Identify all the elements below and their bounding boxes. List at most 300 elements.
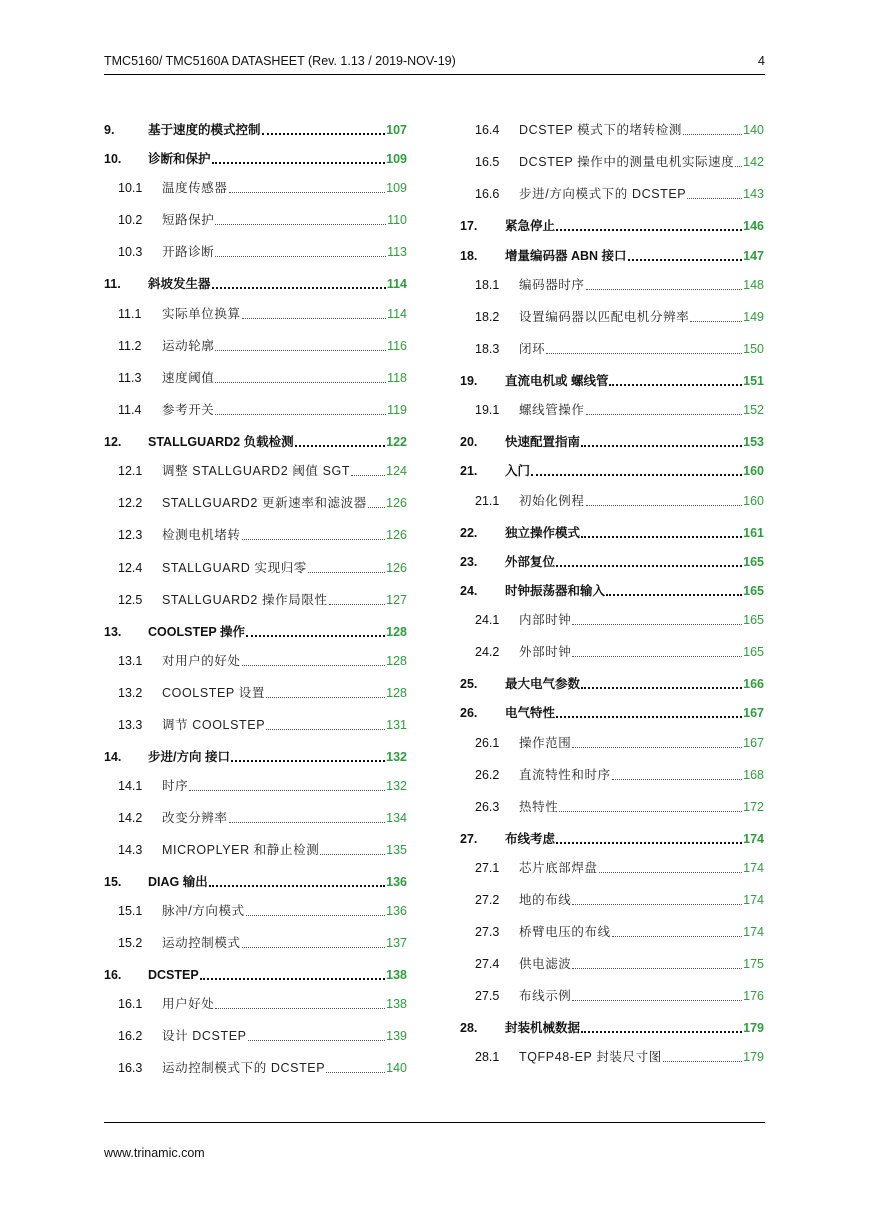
dot-leader <box>266 697 385 698</box>
toc-entry-page-link[interactable]: 109 <box>386 181 407 195</box>
toc-entry-title: COOLSTEP 设置 <box>162 686 265 700</box>
dot-leader <box>612 779 742 780</box>
toc-entry[interactable] <box>104 870 407 890</box>
toc-entry[interactable] <box>104 272 407 292</box>
toc-entry-number: 16.1 <box>118 997 143 1011</box>
toc-entry-title: 调节 COOLSTEP <box>162 718 266 732</box>
toc-entry-page-link[interactable]: 138 <box>386 997 407 1011</box>
toc-entry-page-link[interactable]: 118 <box>387 371 407 385</box>
dot-leader <box>581 1031 742 1033</box>
toc-entry-number: 11.1 <box>118 307 142 321</box>
toc-entry[interactable] <box>118 713 407 733</box>
toc-entry[interactable] <box>475 337 764 357</box>
toc-entry-page-link[interactable]: 107 <box>386 123 407 137</box>
toc-entry-title: 运动控制模式下的 DCSTEP <box>162 1061 326 1075</box>
dot-leader <box>308 572 385 573</box>
toc-entry-page-link[interactable]: 161 <box>743 526 764 540</box>
toc-entry-number: 11.3 <box>118 371 142 385</box>
dot-leader <box>556 842 742 844</box>
dot-leader <box>581 687 742 689</box>
toc-entry-title: STALLGUARD2 负载检测 <box>148 435 294 449</box>
toc-entry[interactable] <box>460 459 764 479</box>
toc-entry[interactable] <box>460 579 764 599</box>
toc-entry-title: 速度阈值 <box>162 371 215 385</box>
toc-entry[interactable] <box>104 745 407 765</box>
toc-entry-number: 21. <box>460 464 478 478</box>
toc-entry-page-link[interactable]: 150 <box>743 342 764 356</box>
toc-entry[interactable] <box>118 588 407 608</box>
toc-entry-page-link[interactable]: 136 <box>386 904 407 918</box>
toc-entry-title: 外部复位 <box>505 555 556 569</box>
toc-entry-number: 20. <box>460 435 478 449</box>
toc-entry[interactable] <box>475 150 764 170</box>
toc-entry-page-link[interactable]: 168 <box>743 768 764 782</box>
toc-entry-page-link[interactable]: 126 <box>386 496 407 510</box>
toc-entry[interactable] <box>118 334 407 354</box>
toc-entry-title: 用户好处 <box>162 997 215 1011</box>
dot-leader <box>572 656 742 657</box>
toc-entry[interactable] <box>118 838 407 858</box>
toc-entry[interactable] <box>118 176 407 196</box>
toc-entry-title: 快速配置指南 <box>505 435 581 449</box>
toc-entry[interactable] <box>118 899 407 919</box>
toc-entry-page-link[interactable]: 137 <box>386 936 407 950</box>
toc-entry[interactable] <box>104 963 407 983</box>
toc-entry-page-link[interactable]: 128 <box>386 686 407 700</box>
toc-entry-number: 12.2 <box>118 496 143 510</box>
toc-entry-title: 步进/方向 接口 <box>148 750 230 764</box>
toc-entry-title: 桥臂电压的布线 <box>519 925 611 939</box>
toc-entry-page-link[interactable]: 160 <box>743 494 764 508</box>
toc-entry-page-link[interactable]: 151 <box>743 374 764 388</box>
toc-entry-number: 27.5 <box>475 989 500 1003</box>
dot-leader <box>572 747 742 748</box>
dot-leader <box>246 635 385 637</box>
dot-leader <box>320 854 385 855</box>
toc-entry-number: 12.4 <box>118 561 143 575</box>
toc-entry-title: 直流特性和时序 <box>519 768 611 782</box>
toc-entry-page-link[interactable]: 147 <box>743 249 764 263</box>
toc-entry-number: 19.1 <box>475 403 500 417</box>
toc-entry-number: 28. <box>460 1021 478 1035</box>
toc-entry-title: 改变分辨率 <box>162 811 228 825</box>
dot-leader <box>215 350 386 351</box>
toc-entry-title: 封装机械数据 <box>505 1021 581 1035</box>
toc-entry-number: 26.3 <box>475 800 500 814</box>
toc-entry-title: 外部时钟 <box>519 645 572 659</box>
page-number: 4 <box>758 54 765 68</box>
toc-entry[interactable] <box>460 1016 764 1036</box>
toc-entry[interactable] <box>104 430 407 450</box>
footer-divider <box>104 1122 765 1123</box>
toc-entry-page-link[interactable]: 126 <box>386 561 407 575</box>
dot-leader <box>586 414 743 415</box>
toc-entry-number: 16.5 <box>475 155 500 169</box>
toc-entry-page-link[interactable]: 138 <box>386 968 407 982</box>
toc-entry-title: 螺线管操作 <box>519 403 585 417</box>
toc-entry-title: DCSTEP 操作中的测量电机实际速度 <box>519 155 735 169</box>
toc-entry-title: COOLSTEP 操作 <box>148 625 246 639</box>
toc-entry-number: 24.1 <box>475 613 500 627</box>
toc-entry-title: TQFP48-EP 封装尺寸图 <box>519 1050 662 1064</box>
toc-entry[interactable] <box>460 701 764 721</box>
toc-entry[interactable] <box>118 931 407 951</box>
toc-entry[interactable] <box>118 398 407 418</box>
toc-entry[interactable] <box>460 369 764 389</box>
toc-entry[interactable] <box>475 984 764 1004</box>
toc-entry-title: 芯片底部焊盘 <box>519 861 598 875</box>
toc-entry-page-link[interactable]: 119 <box>387 403 407 417</box>
dot-leader <box>581 536 742 538</box>
toc-entry-title: 布线示例 <box>519 989 572 1003</box>
toc-entry-page-link[interactable]: 139 <box>386 1029 407 1043</box>
dot-leader <box>215 256 386 257</box>
dot-leader <box>242 318 386 319</box>
dot-leader <box>556 716 742 718</box>
toc-entry-title: 增量编码器 ABN 接口 <box>505 249 627 263</box>
toc-entry-title: 地的布线 <box>519 893 572 907</box>
toc-entry-page-link[interactable]: 172 <box>743 800 764 814</box>
toc-entry-number: 11.4 <box>118 403 142 417</box>
dot-leader <box>212 162 386 164</box>
toc-entry-page-link[interactable]: 132 <box>386 779 407 793</box>
toc-entry-page-link[interactable]: 174 <box>743 925 764 939</box>
toc-entry-page-link[interactable]: 179 <box>743 1050 764 1064</box>
dot-leader <box>189 790 385 791</box>
toc-entry-title: 直流电机或 螺线管 <box>505 374 609 388</box>
dot-leader <box>581 445 742 447</box>
toc-entry-page-link[interactable]: 176 <box>743 989 764 1003</box>
toc-entry-page-link[interactable]: 146 <box>743 219 764 233</box>
toc-entry-number: 16.6 <box>475 187 500 201</box>
toc-entry-title: 供电滤波 <box>519 957 572 971</box>
toc-entry-number: 27. <box>460 832 478 846</box>
toc-entry-number: 23. <box>460 555 478 569</box>
toc-entry-title: 实际单位换算 <box>162 307 241 321</box>
toc-entry[interactable] <box>475 731 764 751</box>
toc-entry-page-link[interactable]: 128 <box>386 654 407 668</box>
toc-entry-page-link[interactable]: 165 <box>743 645 764 659</box>
toc-entry-number: 25. <box>460 677 478 691</box>
dot-leader <box>663 1061 742 1062</box>
toc-entry-number: 26. <box>460 706 478 720</box>
toc-entry-page-link[interactable]: 152 <box>743 403 764 417</box>
page-header <box>104 54 765 76</box>
toc-entry-number: 15.2 <box>118 936 143 950</box>
dot-leader <box>572 904 742 905</box>
toc-entry[interactable] <box>118 1056 407 1076</box>
dot-leader <box>229 192 386 193</box>
toc-entry-title: 调整 STALLGUARD2 阈值 SGT <box>162 464 351 478</box>
toc-entry-title: MICROPLYER 和静止检测 <box>162 843 320 857</box>
toc-entry[interactable] <box>475 273 764 293</box>
toc-entry-title: 入门 <box>505 464 531 478</box>
toc-entry[interactable] <box>475 856 764 876</box>
toc-entry[interactable] <box>118 992 407 1012</box>
toc-entry[interactable] <box>118 523 407 543</box>
dot-leader <box>242 947 386 948</box>
toc-entry-number: 16.4 <box>475 123 500 137</box>
toc-entry-title: STALLGUARD 实现归零 <box>162 561 307 575</box>
toc-entry-number: 15. <box>104 875 122 889</box>
dot-leader <box>368 507 385 508</box>
dot-leader <box>690 321 742 322</box>
toc-entry-page-link[interactable]: 160 <box>743 464 764 478</box>
toc-entry-title: 诊断和保护 <box>148 152 211 166</box>
toc-entry[interactable] <box>118 240 407 260</box>
dot-leader <box>572 624 742 625</box>
toc-entry-page-link[interactable]: 136 <box>386 875 407 889</box>
toc-entry-page-link[interactable]: 148 <box>743 278 764 292</box>
toc-entry[interactable] <box>118 366 407 386</box>
dot-leader <box>242 539 386 540</box>
toc-entry-title: 参考开关 <box>162 403 215 417</box>
toc-entry-page-link[interactable]: 140 <box>386 1061 407 1075</box>
toc-entry-number: 24. <box>460 584 478 598</box>
toc-entry-title: 紧急停止 <box>505 219 556 233</box>
toc-entry-title: 编码器时序 <box>519 278 585 292</box>
toc-entry[interactable] <box>104 620 407 640</box>
toc-entry-number: 16. <box>104 968 122 982</box>
toc-entry-number: 12. <box>104 435 122 449</box>
dot-leader <box>231 760 385 762</box>
toc-entry-title: 设计 DCSTEP <box>162 1029 247 1043</box>
toc-entry-title: DCSTEP 模式下的堵转检测 <box>519 123 682 137</box>
toc-entry-number: 19. <box>460 374 478 388</box>
toc-entry[interactable] <box>475 920 764 940</box>
toc-entry[interactable] <box>118 491 407 511</box>
toc-entry-page-link[interactable]: 174 <box>743 832 764 846</box>
dot-leader <box>215 382 386 383</box>
toc-entry-page-link[interactable]: 165 <box>743 555 764 569</box>
toc-entry-title: 电气特性 <box>505 706 556 720</box>
toc-entry[interactable] <box>118 774 407 794</box>
toc-entry-title: 检测电机堵转 <box>162 528 241 542</box>
toc-entry-page-link[interactable]: 135 <box>386 843 407 857</box>
toc-entry-page-link[interactable]: 114 <box>386 277 407 291</box>
toc-entry[interactable] <box>460 672 764 692</box>
toc-entry[interactable] <box>118 556 407 576</box>
toc-entry-number: 26.2 <box>475 768 500 782</box>
toc-entry-number: 18.3 <box>475 342 500 356</box>
toc-entry[interactable] <box>460 550 764 570</box>
toc-entry-page-link[interactable]: 126 <box>386 528 407 542</box>
toc-entry-number: 28.1 <box>475 1050 500 1064</box>
toc-entry[interactable] <box>475 118 764 138</box>
dot-leader <box>266 729 385 730</box>
toc-entry-number: 15.1 <box>118 904 143 918</box>
toc-entry-number: 12.5 <box>118 593 143 607</box>
toc-entry-page-link[interactable]: 149 <box>743 310 764 324</box>
toc-entry-title: 脉冲/方向模式 <box>162 904 245 918</box>
dot-leader <box>329 604 386 605</box>
dot-leader <box>572 968 742 969</box>
dot-leader <box>262 133 386 135</box>
toc-entry[interactable] <box>475 182 764 202</box>
toc-entry-page-link[interactable]: 174 <box>743 893 764 907</box>
toc-entry-number: 24.2 <box>475 645 500 659</box>
dot-leader <box>215 224 386 225</box>
toc-entry[interactable] <box>460 244 764 264</box>
toc-entry-number: 27.2 <box>475 893 500 907</box>
dot-leader <box>556 565 742 567</box>
toc-entry-page-link[interactable]: 116 <box>387 339 407 353</box>
toc-entry-number: 12.3 <box>118 528 143 542</box>
dot-leader <box>295 445 386 447</box>
toc-entry[interactable] <box>460 827 764 847</box>
dot-leader <box>546 353 742 354</box>
toc-entry-number: 11. <box>104 277 121 291</box>
toc-entry-page-link[interactable]: 109 <box>386 152 407 166</box>
toc-entry-title: 热特性 <box>519 800 559 814</box>
dot-leader <box>735 166 742 167</box>
toc-entry-number: 13.1 <box>118 654 143 668</box>
toc-entry-number: 16.2 <box>118 1029 143 1043</box>
footer-url[interactable]: www.trinamic.com <box>104 1146 205 1160</box>
toc-entry-number: 18.2 <box>475 310 500 324</box>
toc-entry-page-link[interactable]: 174 <box>743 861 764 875</box>
toc-entry[interactable] <box>118 649 407 669</box>
toc-entry-page-link[interactable]: 166 <box>743 677 764 691</box>
toc-entry-number: 14.2 <box>118 811 143 825</box>
toc-entry-page-link[interactable]: 179 <box>743 1021 764 1035</box>
toc-entry-number: 17. <box>460 219 478 233</box>
dot-leader <box>612 936 742 937</box>
toc-entry-number: 14.1 <box>118 779 143 793</box>
toc-entry[interactable] <box>475 952 764 972</box>
toc-entry[interactable] <box>475 795 764 815</box>
toc-entry[interactable] <box>118 1024 407 1044</box>
toc-entry-number: 22. <box>460 526 478 540</box>
toc-entry-number: 21.1 <box>475 494 500 508</box>
toc-entry[interactable] <box>104 118 407 138</box>
toc-entry-title: 对用户的好处 <box>162 654 241 668</box>
toc-entry-page-link[interactable]: 165 <box>743 584 764 598</box>
toc-entry-title: 操作范围 <box>519 736 572 750</box>
toc-entry-page-link[interactable]: 165 <box>743 613 764 627</box>
dot-leader <box>209 885 385 887</box>
toc-entry-title: 温度传感器 <box>162 181 228 195</box>
toc-entry-number: 16.3 <box>118 1061 143 1075</box>
toc-entry-page-link[interactable]: 143 <box>743 187 764 201</box>
toc-entry[interactable] <box>460 430 764 450</box>
toc-entry[interactable] <box>475 489 764 509</box>
toc-entry-number: 27.1 <box>475 861 500 875</box>
toc-entry-number: 14.3 <box>118 843 143 857</box>
toc-entry-title: 步进/方向模式下的 DCSTEP <box>519 187 687 201</box>
toc-entry-number: 10.3 <box>118 245 143 259</box>
toc-entry[interactable] <box>460 521 764 541</box>
toc-entry-title: 初始化例程 <box>519 494 585 508</box>
toc-entry-page-link[interactable]: 167 <box>743 706 764 720</box>
toc-entry[interactable] <box>460 214 764 234</box>
toc-entry-page-link[interactable]: 114 <box>387 307 407 321</box>
toc-entry[interactable] <box>475 640 764 660</box>
toc-entry-title: 闭环 <box>519 342 546 356</box>
dot-leader <box>326 1072 385 1073</box>
toc-entry-number: 9. <box>104 123 115 137</box>
toc-entry-title: 布线考虑 <box>505 832 556 846</box>
toc-entry[interactable] <box>475 398 764 418</box>
dot-leader <box>559 811 742 812</box>
toc-entry-page-link[interactable]: 142 <box>743 155 764 169</box>
toc-entry[interactable] <box>118 681 407 701</box>
toc-entry[interactable] <box>118 302 407 322</box>
dot-leader <box>572 1000 742 1001</box>
dot-leader <box>599 872 743 873</box>
toc-entry-number: 11.2 <box>118 339 142 353</box>
toc-entry-page-link[interactable]: 167 <box>743 736 764 750</box>
toc-entry-page-link[interactable]: 113 <box>387 245 407 259</box>
toc-entry-title: DCSTEP <box>148 968 199 982</box>
dot-leader <box>556 229 742 231</box>
toc-entry-title: 最大电气参数 <box>505 677 581 691</box>
toc-entry-number: 26.1 <box>475 736 500 750</box>
dot-leader <box>351 475 385 476</box>
toc-entry-page-link[interactable]: 122 <box>386 435 407 449</box>
toc-entry[interactable] <box>475 1045 764 1065</box>
toc-entry-title: 独立操作模式 <box>505 526 581 540</box>
dot-leader <box>215 414 386 415</box>
toc-entry-page-link[interactable]: 110 <box>387 213 407 227</box>
toc-entry-number: 10. <box>104 152 122 166</box>
toc-entry-title: STALLGUARD2 操作局限性 <box>162 593 328 607</box>
toc-entry[interactable] <box>475 305 764 325</box>
document-title: TMC5160/ TMC5160A DATASHEET (Rev. 1.13 / 2019-NOV-19) <box>104 54 456 68</box>
dot-leader <box>229 822 386 823</box>
toc-entry-number: 18.1 <box>475 278 500 292</box>
toc-entry-number: 13.2 <box>118 686 143 700</box>
toc-entry-page-link[interactable]: 132 <box>386 750 407 764</box>
toc-entry-title: 斜坡发生器 <box>148 277 211 291</box>
dot-leader <box>531 474 742 476</box>
toc-entry[interactable] <box>475 608 764 628</box>
dot-leader <box>606 594 742 596</box>
toc-entry-page-link[interactable]: 124 <box>386 464 407 478</box>
toc-entry-page-link[interactable]: 140 <box>743 123 764 137</box>
toc-entry-title: 设置编码器以匹配电机分辨率 <box>519 310 690 324</box>
toc-entry[interactable] <box>104 147 407 167</box>
toc-entry[interactable] <box>475 763 764 783</box>
dot-leader <box>215 1008 385 1009</box>
toc-entry-page-link[interactable]: 175 <box>743 957 764 971</box>
dot-leader <box>609 384 742 386</box>
toc-entry-page-link[interactable]: 131 <box>386 718 407 732</box>
toc-entry-number: 18. <box>460 249 478 263</box>
header-divider <box>104 74 765 75</box>
toc-entry[interactable] <box>475 888 764 908</box>
dot-leader <box>246 915 385 916</box>
toc-entry-number: 10.1 <box>118 181 143 195</box>
toc-entry-page-link[interactable]: 128 <box>386 625 407 639</box>
toc-entry-number: 13.3 <box>118 718 143 732</box>
dot-leader <box>242 665 386 666</box>
toc-entry-page-link[interactable]: 134 <box>386 811 407 825</box>
toc-entry-title: 短路保护 <box>162 213 215 227</box>
toc-entry[interactable] <box>118 459 407 479</box>
toc-entry-title: 内部时钟 <box>519 613 572 627</box>
toc-entry-number: 12.1 <box>118 464 143 478</box>
toc-entry[interactable] <box>118 806 407 826</box>
toc-entry-number: 10.2 <box>118 213 143 227</box>
toc-entry-title: 运动轮廓 <box>162 339 215 353</box>
toc-entry-page-link[interactable]: 153 <box>743 435 764 449</box>
toc-entry-page-link[interactable]: 127 <box>386 593 407 607</box>
toc-entry[interactable] <box>118 208 407 228</box>
toc-entry-number: 27.4 <box>475 957 500 971</box>
dot-leader <box>586 505 743 506</box>
toc-entry-number: 14. <box>104 750 122 764</box>
